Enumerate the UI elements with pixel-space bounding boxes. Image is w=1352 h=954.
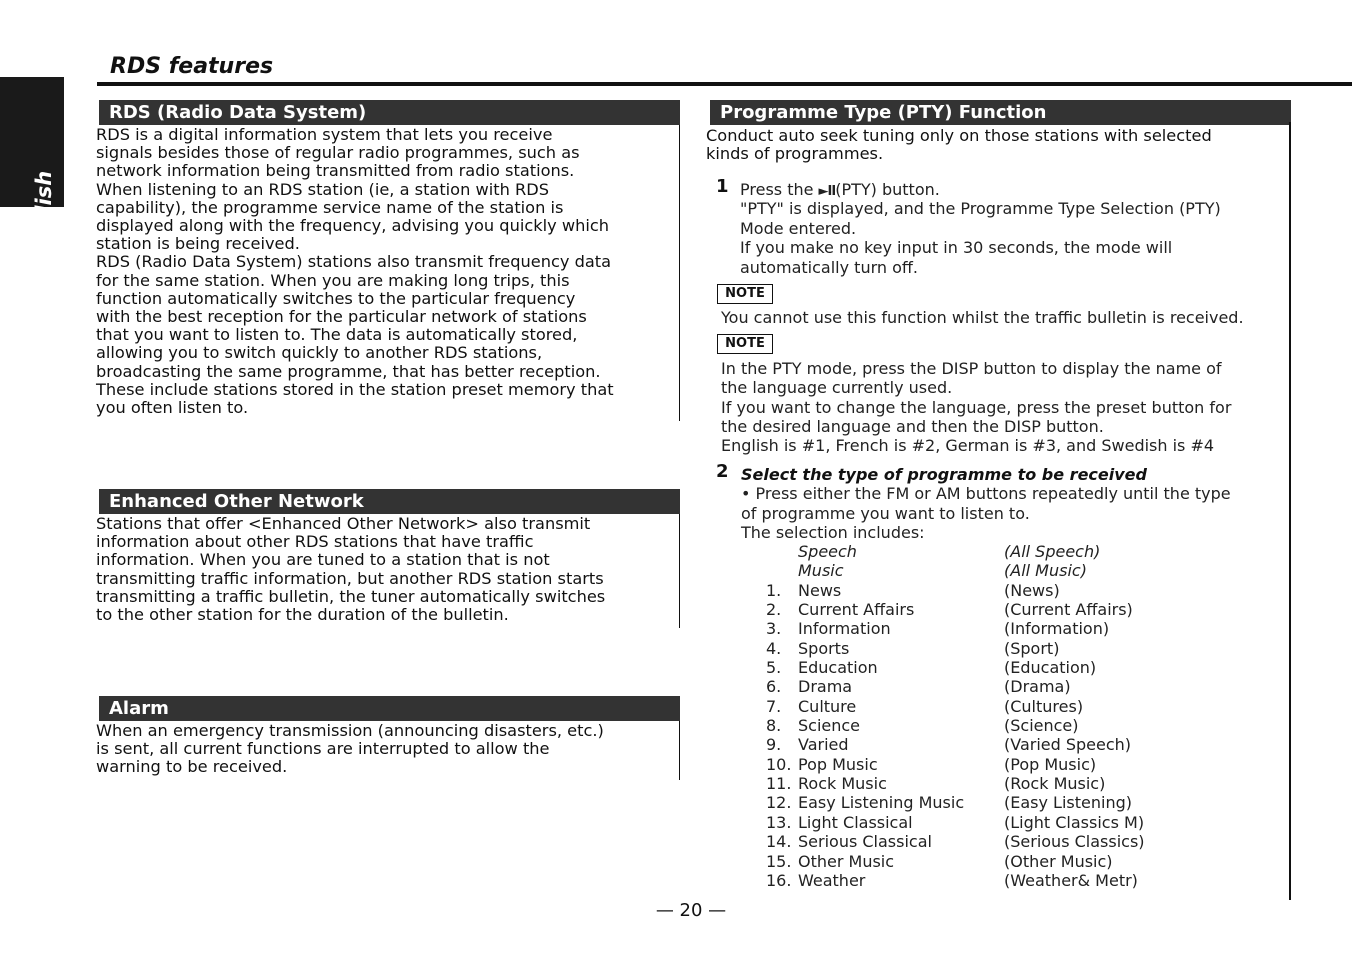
pty-item-name: Music	[798, 561, 844, 581]
pty-item-number: 10.	[766, 754, 792, 774]
step-2-bullet: • Press either the FM or AM buttons repeatedly until the type of programme you want to listen to. The selection includes:	[741, 484, 1231, 542]
pty-item-number: 12.	[766, 793, 792, 813]
pty-item-display: (All Music)	[1004, 561, 1087, 581]
pty-item-name: Weather	[798, 870, 866, 890]
pty-item-name: Culture	[798, 696, 857, 716]
pty-item-number: 14.	[766, 832, 792, 852]
note-2-text: In the PTY mode, press the DISP button to display the name of the language currently used. If you want to change the language, press the preset button for the desired language and then the DISP button. English is #1, French is #2, German is #3, and Swedish is #4	[721, 359, 1232, 456]
step-2-number: 2	[716, 461, 729, 482]
alarm-body: When an emergency transmission (announcing disasters, etc.) is sent, all current functions are interrupted to allow the warning to be received.	[96, 721, 604, 777]
pty-item-number: 15.	[766, 851, 792, 871]
pty-item-name: Varied	[798, 735, 849, 755]
pty-item-display: (Education)	[1004, 658, 1097, 678]
alarm-heading: Alarm	[99, 696, 680, 721]
rds-heading: RDS (Radio Data System)	[99, 100, 680, 125]
pty-item-name: News	[798, 580, 842, 600]
pty-item-display: (Light Classics M)	[1004, 812, 1145, 832]
step-1-text-before: Press the	[740, 180, 819, 199]
pty-item-name: Drama	[798, 677, 853, 697]
pty-intro: Conduct auto seek tuning only on those stations with selected kinds of programmes.	[706, 126, 1212, 164]
note-1-badge: NOTE	[717, 284, 773, 304]
pty-item-name: Current Affairs	[798, 600, 915, 620]
rds-section	[96, 100, 680, 418]
page-number: — 20 —	[655, 900, 727, 921]
step-1-number: 1	[716, 176, 729, 197]
pty-item-name: Science	[798, 716, 861, 736]
pty-item-display: (Other Music)	[1004, 851, 1113, 871]
pty-item-display: (Pop Music)	[1004, 754, 1097, 774]
pty-item-name: Information	[798, 619, 891, 639]
pty-item-number: 6.	[766, 677, 782, 697]
eon-body: Stations that offer <Enhanced Other Network> also transmit information about other RDS stations that have traffic information. When you are tuned to a station that is not transmitting traffic information, but another RDS station starts transmitting a traffic bulletin, the tuner automatically switches to the other station for the duration of the bulletin.	[96, 514, 606, 625]
pty-item-name: Easy Listening Music	[798, 793, 965, 813]
pty-item-number: 2.	[766, 600, 782, 620]
pty-item-number: 5.	[766, 658, 782, 678]
pty-item-number: 9.	[766, 735, 782, 755]
pty-item-name: Other Music	[798, 851, 895, 871]
pty-item-name: Serious Classical	[798, 832, 932, 852]
pty-item-display: (Cultures)	[1004, 696, 1084, 716]
step-1-detail: "PTY" is displayed, and the Programme Type Selection (PTY) Mode entered. If you make no key input in 30 seconds, the mode will automatically turn off.	[740, 199, 1221, 277]
step-1-text-after: (PTY) button.	[835, 180, 940, 199]
language-tab-label: English	[32, 170, 56, 257]
pty-item-number: 1.	[766, 580, 782, 600]
pty-item-display: (Current Affairs)	[1004, 600, 1133, 620]
pty-item-display: (News)	[1004, 580, 1060, 600]
note-2-badge: NOTE	[717, 334, 773, 354]
step-2-heading: Select the type of programme to be received	[741, 465, 1147, 484]
rds-section-border	[679, 125, 681, 421]
pty-item-name: Education	[798, 658, 878, 678]
pty-item-number: 3.	[766, 619, 782, 639]
pty-item-number: 8.	[766, 716, 782, 736]
pty-item-name: Speech	[798, 542, 857, 561]
eon-heading: Enhanced Other Network	[99, 489, 680, 514]
pty-item-number: 16.	[766, 870, 792, 890]
pty-item-display: (Drama)	[1004, 677, 1071, 697]
pty-item-display: (Sport)	[1004, 638, 1060, 658]
note-1-text: You cannot use this function whilst the traffic bulletin is received.	[721, 308, 1244, 327]
pty-item-number: 7.	[766, 696, 782, 716]
play-pause-icon: ►II	[818, 184, 836, 199]
rds-body: RDS is a digital information system that lets you receive signals besides those of regular radio programmes, such as network information being transmitted from radio stations. When listening to an RDS station (ie, a station with RDS capability), the programme service name of the station is displayed along with the frequency, advising you quickly which station is being received. RDS (Radio Data System) stations also transmit frequency data for the same station. When you are making long trips, this function automatically switches to the particular frequency with the best reception for the particular network of stations that you want to listen to. The data is automatically stored, allowing you to switch quickly to another RDS stations, broadcasting the same programme, that has better reception. These include stations stored in the station preset memory that you often listen to.	[96, 125, 614, 418]
pty-item-name: Sports	[798, 638, 850, 658]
pty-item-display: (Rock Music)	[1004, 774, 1106, 794]
pty-item-display: (Science)	[1004, 716, 1079, 736]
pty-item-number: 4.	[766, 638, 782, 658]
alarm-section	[96, 696, 680, 777]
pty-item-name: Pop Music	[798, 754, 878, 774]
pty-item-number: 11.	[766, 774, 792, 794]
pty-item-number: 13.	[766, 812, 792, 832]
pty-item-display: (Weather& Metr)	[1004, 870, 1138, 890]
title-rule	[97, 82, 1352, 86]
pty-section-border	[1289, 122, 1291, 900]
pty-item-display: (Serious Classics)	[1004, 832, 1145, 852]
alarm-section-border	[679, 721, 681, 780]
pty-item-display: (Varied Speech)	[1004, 735, 1132, 755]
pty-heading: Programme Type (PTY) Function	[710, 100, 1291, 125]
eon-section	[96, 489, 680, 625]
pty-item-name: Rock Music	[798, 774, 887, 794]
pty-item-name: Light Classical	[798, 812, 913, 832]
language-tab	[0, 77, 64, 257]
pty-item-display: (All Speech)	[1004, 542, 1101, 561]
pty-item-display: (Easy Listening)	[1004, 793, 1132, 813]
eon-section-border	[679, 514, 681, 628]
page-title: RDS features	[110, 54, 274, 79]
pty-item-display: (Information)	[1004, 619, 1110, 639]
